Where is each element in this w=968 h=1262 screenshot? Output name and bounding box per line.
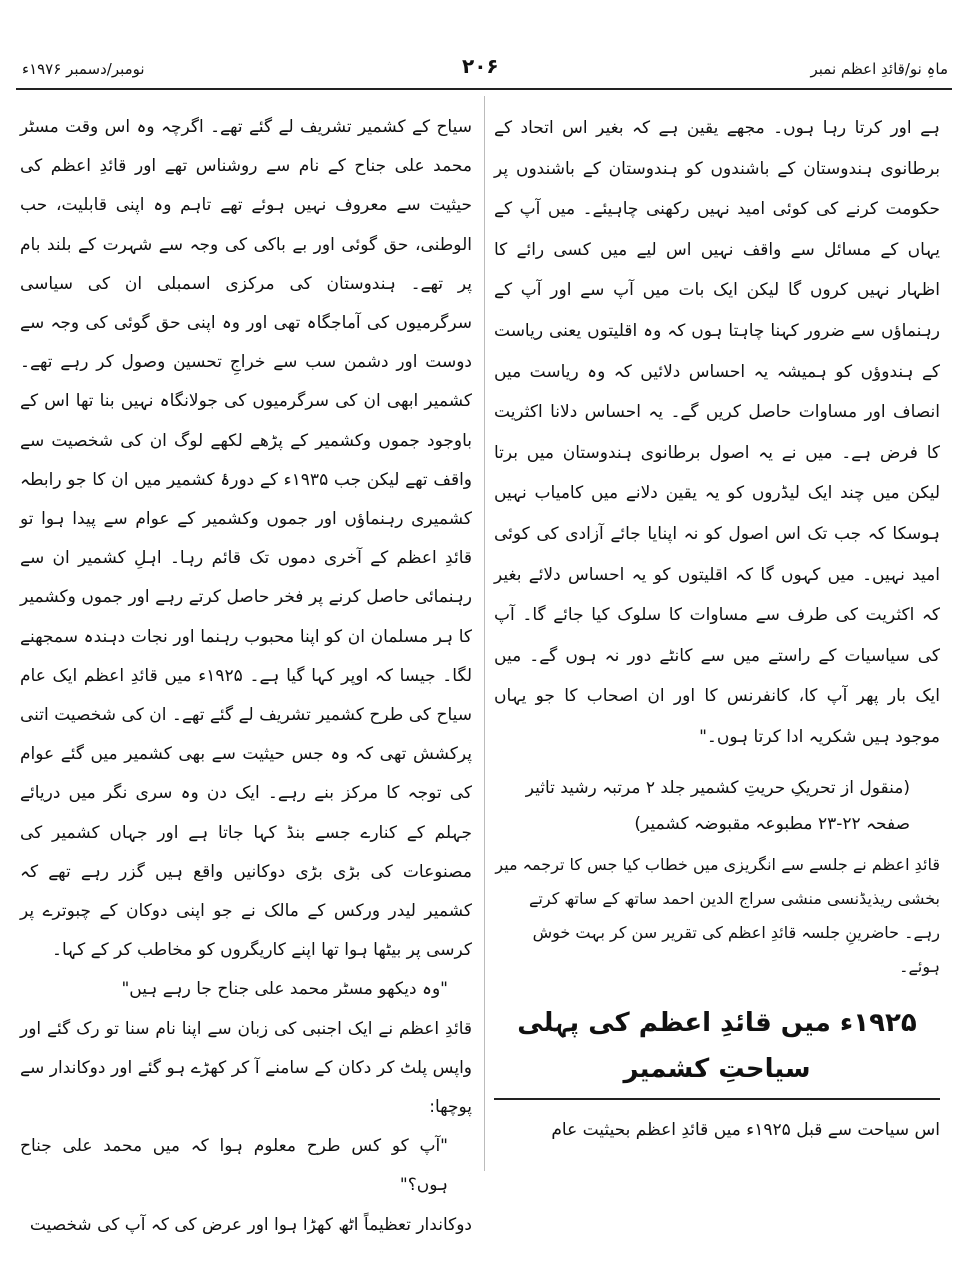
- column-divider: [484, 96, 485, 1171]
- header-issue-date: نومبر/دسمبر ۱۹۷۶ء: [22, 60, 145, 78]
- shopkeeper-quote: "وہ دیکھو مسٹر محمد علی جناح جا رہے ہیں": [121, 979, 448, 1000]
- left-column-closing: دوکاندار تعظیماً اٹھ کھڑا ہوا اور عرض کی کہ آپ کی شخصیت: [29, 1214, 472, 1235]
- right-column: [494, 108, 940, 1150]
- left-column-continuation: قائدِ اعظم نے ایک اجنبی کی زبان سے اپنا نام سنا تو رک گئے اور واپس پلٹ کر دکان کے سامنے آ کر کھڑے ہو گئے اور دوکاندار سے پوچھا:: [20, 1018, 472, 1118]
- right-column-body: ہے اور کرتا رہا ہوں۔ مجھے یقین ہے کہ بغیر اس اتحاد کے برطانوی ہندوستان کے باشندوں کو ہندوستان کے باشندوں پر حکومت کرنے کی کوئی امید نہیں رکھنی چاہیئے۔ میں آپ کے یہاں کے مسائل سے واقف نہیں اس لیے میں کسی رائے کا اظہار نہیں کروں گا لیکن ایک بات میں آپ سے اور آپ کے رہنماؤں سے ضرور کہنا چاہتا ہوں کہ وہ اقلیتوں یعنی ریاست کے ہندوؤں کو ہمیشہ یہ احساس دلائیں کہ وہ ریاست میں انصاف اور مساوات حاصل کریں گے۔ یہ احساس دلانا اکثریت کا فرض ہے۔ میں نے یہ اصول برطانوی ہندوستان میں برتا لیکن میں چند ایک لیڈروں کو یہ یقین دلانے میں کامیاب نہیں ہوسکا کہ جب تک اس اصول کو نہ اپنایا جائے آزادی کی کوئی امید نہیں۔ میں کہوں گا کہ اقلیتوں کو یہ احساس دلائے بغیر کہ اکثریت کی طرف سے مساوات کا سلوک کیا جائے گا۔ آپ کی سیاسیات کے راستے میں سے کانٹے دور نہ ہوں گے۔ میں ایک بار پھر آپ کا، کانفرنس کا اور ان اصحاب کا جو یہاں موجود ہیں شکریہ ادا کرتا ہوں۔": [494, 118, 940, 747]
- header-rule: [16, 88, 952, 90]
- left-column: [20, 108, 472, 1245]
- source-citation: [494, 770, 940, 842]
- jinnah-question-quote: "آپ کو کس طرح معلوم ہوا کہ میں محمد علی جناح ہوں؟": [20, 1136, 448, 1196]
- source-citation-line-1: (منقول از تحریکِ حریتِ کشمیر جلد ۲ مرتبہ رشید تاثیر: [525, 777, 910, 798]
- page-number: ۲۰۶: [462, 54, 499, 78]
- source-citation-line-2: صفحہ ۲۲-۲۳ مطبوعہ مقبوضہ کشمیر): [634, 813, 910, 834]
- section-heading: ۱۹۲۵ء میں قائدِ اعظم کی پہلی سیاحتِ کشمیر: [494, 1000, 940, 1100]
- left-column-body: سیاح کے کشمیر تشریف لے گئے تھے۔ اگرچہ وہ اس وقت مسٹر محمد علی جناح کے نام سے روشناس تھے اور قائدِ اعظم کی حیثیت سے معروف نہیں ہوئے تھے تاہم وہ اپنی قابلیت، حب الوطنی، حق گوئی اور بے باکی کی وجہ سے شہرت کے بلند بام پر تھے۔ ہندوستان کی مرکزی اسمبلی ان کی سیاسی سرگرمیوں کی آماجگاہ تھی اور وہ اپنی حق گوئی کی وجہ سے دوست اور دشمن سب سے خراجِ تحسین وصول کر رہے تھے۔ کشمیر ابھی ان کی سرگرمیوں کی جولانگاہ نہیں بنا تھا اس کے باوجود جموں وکشمیر کے پڑھے لکھے لوگ ان کی شخصیت سے واقف تھے لیکن جب ۱۹۳۵ء کے دورۂ کشمیر میں ان کا جو رابطہ کشمیری رہنماؤں اور جموں وکشمیر کے عوام سے پیدا ہوا تو قائدِ اعظم کے آخری دموں تک قائم رہا۔ اہلِ کشمیر ان سے رہنمائی حاصل کرنے پر فخر حاصل کرتے رہے اور جموں وکشمیر کا ہر مسلمان ان کو اپنا محبوب رہنما اور نجات دہندہ سمجھنے لگا۔ جیسا کہ اوپر کہا گیا ہے۔ ۱۹۲۵ء میں قائدِ اعظم ایک عام سیاح کی طرح کشمیر تشریف لے گئے تھے۔ ان کی شخصیت اتنی پرکشش تھی کہ وہ جس حیثیت سے بھی کشمیر میں گئے عوام کی توجہ کا مرکز بنے رہے۔ ایک دن وہ سری نگر میں دریائے جہلم کے کنارے جسے بنڈ کہا جاتا ہے اور جہاں کشمیر کی مصنوعات کی بڑی بڑی دوکانیں واقع ہیں گزر رہے تھے کہ کشمیر لیدر ورکس کے مالک نے جو اپنی دوکان کے چبوترے پر کرسی پر بیٹھا ہوا تھا اپنے کاریگروں کو مخاطب کر کے کہا۔: [20, 117, 473, 961]
- header-journal-title: ماہِ نو/قائدِ اعظم نمبر: [810, 60, 948, 78]
- translation-note: قائدِ اعظم نے جلسے سے انگریزی میں خطاب کیا جس کا ترجمہ میر بخشی ریذیڈنسی منشی سراج الدین احمد ساتھ کے ساتھ کرتے رہے۔ حاضرینِ جلسہ قائدِ اعظم کی تقریر سن کر بہت خوش ہوئے۔: [495, 854, 940, 976]
- section-first-line: اس سیاحت سے قبل ۱۹۲۵ء میں قائدِ اعظم بحیثیت عام: [551, 1119, 940, 1140]
